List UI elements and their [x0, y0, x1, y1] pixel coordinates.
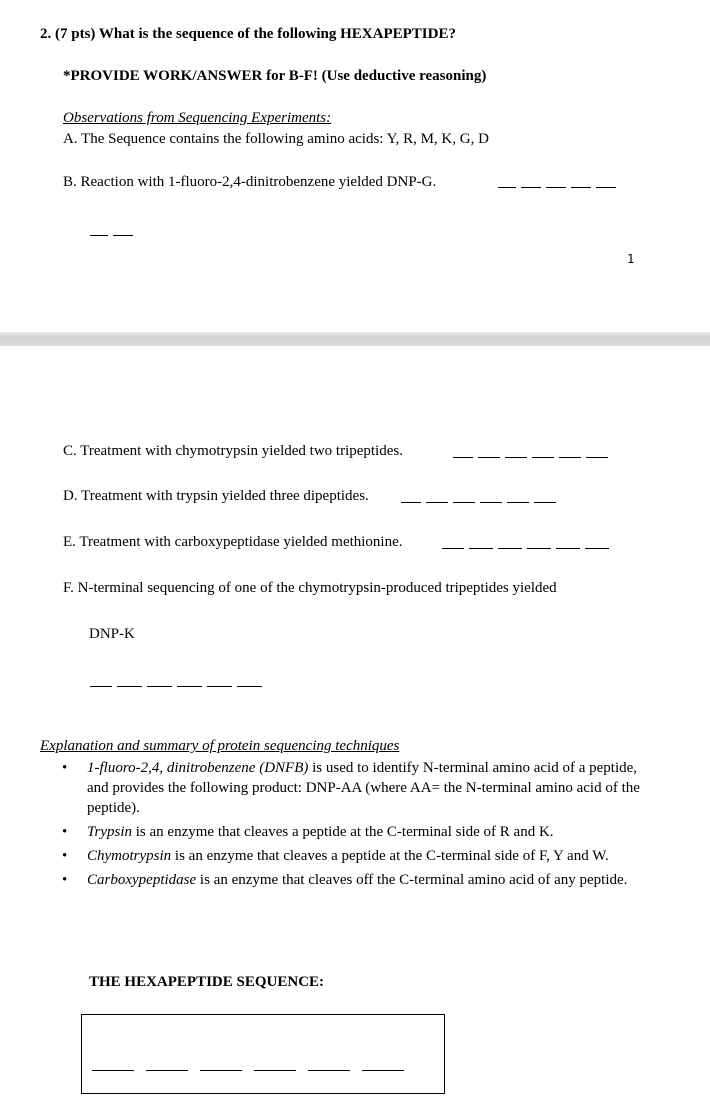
observation-f-result: DNP-K	[89, 626, 135, 642]
instructions: *PROVIDE WORK/ANSWER for B-F! (Use deductive reasoning)	[63, 68, 487, 84]
answer-blanks-f	[90, 686, 262, 687]
observation-d: D. Treatment with trypsin yielded three dipeptides.	[63, 488, 369, 504]
list-item: • 1-fluoro-2,4, dinitrobenzene (DNFB) is used to identify N-terminal amino acid of a peptide, and provides the following product: DNP-AA (where AA= the N-terminal amino acid of the peptide).	[62, 760, 640, 816]
list-item: • Chymotrypsin is an enzyme that cleaves a peptide at the C-terminal side of F, Y and W.	[62, 848, 609, 864]
final-answer-blanks[interactable]	[92, 1070, 404, 1071]
bullet-icon: •	[62, 760, 68, 776]
question-title: 2. (7 pts) What is the sequence of the following HEXAPEPTIDE?	[40, 26, 456, 42]
answer-blanks-d	[401, 502, 556, 503]
explanation-heading: Explanation and summary of protein sequencing techniques	[40, 738, 400, 754]
observation-c: C. Treatment with chymotrypsin yielded two tripeptides.	[63, 443, 403, 459]
techniques-list	[62, 758, 642, 894]
page-number: 1	[627, 252, 635, 266]
final-sequence-label: THE HEXAPEPTIDE SEQUENCE:	[89, 974, 325, 990]
page-break	[0, 332, 710, 346]
observation-e: E. Treatment with carboxypeptidase yielded methionine.	[63, 534, 403, 550]
bullet-icon: •	[62, 824, 68, 840]
answer-blanks-c	[453, 457, 608, 458]
list-item: • Carboxypeptidase is an enzyme that cleaves off the C-terminal amino acid of any peptide.	[62, 872, 628, 888]
observations-heading: Observations from Sequencing Experiments:	[63, 110, 332, 126]
bullet-icon: •	[62, 848, 68, 864]
observation-f: F. N-terminal sequencing of one of the chymotrypsin-produced tripeptides yielded	[63, 580, 557, 596]
final-answer-box[interactable]	[81, 1014, 445, 1094]
observation-b: B. Reaction with 1-fluoro-2,4-dinitrobenzene yielded DNP-G.	[63, 174, 437, 190]
observation-a: A. The Sequence contains the following amino acids: Y, R, M, K, G, D	[63, 131, 489, 147]
answer-blanks-e	[442, 548, 609, 549]
list-item: • Trypsin is an enzyme that cleaves a peptide at the C-terminal side of R and K.	[62, 824, 554, 840]
answer-blanks-b-continued	[90, 235, 133, 236]
bullet-icon: •	[62, 872, 68, 888]
answer-blanks-b	[498, 187, 616, 188]
